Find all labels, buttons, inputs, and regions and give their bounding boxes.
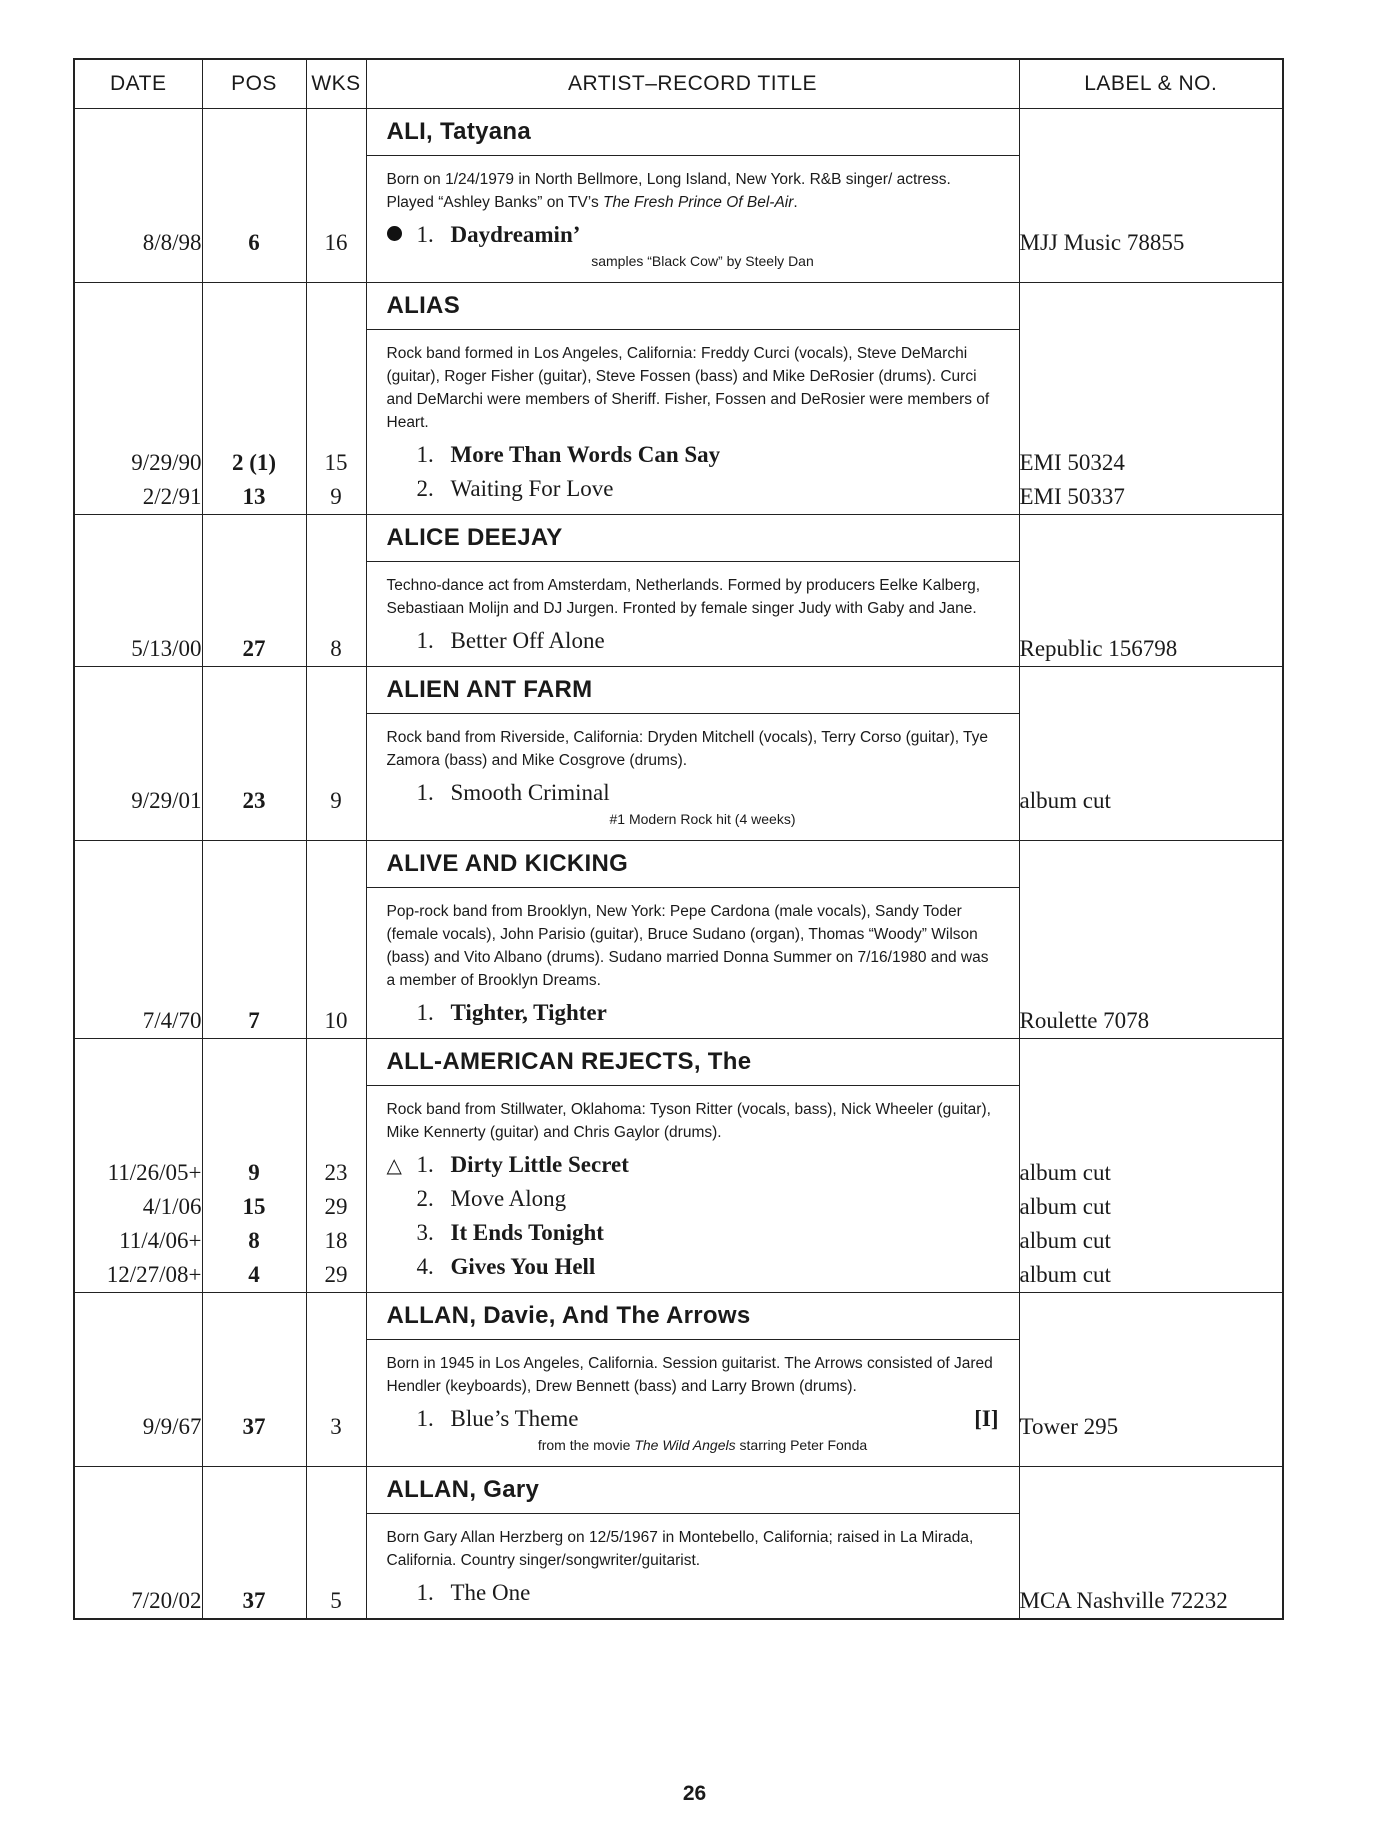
note-text: starring Peter Fonda xyxy=(735,1437,868,1453)
artist-entry xyxy=(74,109,1283,283)
song-line xyxy=(367,1216,1019,1250)
gold-record-dot-icon xyxy=(387,218,417,252)
wks-cell xyxy=(306,1293,366,1467)
pos-cell xyxy=(202,841,306,1039)
song-line xyxy=(367,218,1019,252)
artist-entry xyxy=(74,1467,1283,1620)
pos-cell-value: 15 xyxy=(242,1194,266,1219)
label-cell-value: album cut xyxy=(1019,788,1111,813)
bio-text: The Fresh Prince Of Bel-Air xyxy=(603,194,794,211)
pos-cell-value: 37 xyxy=(242,1414,266,1439)
song-note xyxy=(367,252,1019,274)
page-number: 26 xyxy=(682,1782,707,1805)
date-cell xyxy=(74,1039,202,1293)
song-title: Dirty Little Secret xyxy=(450,1152,629,1177)
label-cell-value: EMI 50324 xyxy=(1019,450,1125,475)
date-cell xyxy=(74,841,202,1039)
label-cell-value: album cut xyxy=(1019,1228,1111,1253)
song-title: It Ends Tonight xyxy=(450,1220,604,1245)
pos-cell-value: 4 xyxy=(248,1262,260,1287)
song-number: 1. xyxy=(416,442,434,467)
chart-table xyxy=(73,58,1284,1620)
song-note xyxy=(367,810,1019,832)
wks-cell xyxy=(306,109,366,283)
date-cell-value: 12/27/08+ xyxy=(106,1262,202,1287)
pos-cell-value: 23 xyxy=(242,788,266,813)
wks-cell-value: 18 xyxy=(324,1228,348,1253)
song-number: 1. xyxy=(416,628,434,653)
wks-cell-value: 8 xyxy=(330,636,342,661)
song-number: 1. xyxy=(416,780,434,805)
song-line xyxy=(367,996,1019,1030)
pos-cell-value: 37 xyxy=(242,1588,266,1613)
digital-triangle-icon: △ xyxy=(386,1155,402,1177)
artist-record-cell xyxy=(366,1293,1019,1467)
song-title: Daydreamin’ xyxy=(450,222,581,247)
pos-cell xyxy=(202,515,306,667)
label-cell-value: Roulette 7078 xyxy=(1019,1008,1150,1033)
date-cell-value: 5/13/00 xyxy=(131,636,202,661)
artist-bio xyxy=(367,330,1019,438)
song-line xyxy=(367,1148,1019,1182)
header-title: ARTIST–RECORD TITLE xyxy=(366,59,1019,109)
artist-name: ALIAS xyxy=(367,283,1019,330)
date-cell xyxy=(74,667,202,841)
artist-entry xyxy=(74,515,1283,667)
wks-cell xyxy=(306,283,366,515)
date-cell xyxy=(74,1293,202,1467)
song-number: 1. xyxy=(416,1000,434,1025)
wks-cell xyxy=(306,1039,366,1293)
artist-record-cell xyxy=(366,109,1019,283)
song-line xyxy=(367,1402,1019,1436)
artist-bio xyxy=(367,888,1019,996)
artist-record-cell xyxy=(366,667,1019,841)
wks-cell-value: 16 xyxy=(324,230,348,255)
song-number: 2. xyxy=(416,476,434,501)
bio-text: Born in 1945 in Los Angeles, California. Session guitarist. The Arrows consisted of Jared Hendler (keyboards), Drew Bennett (bass) and Larry Brown (drums). xyxy=(386,1355,993,1395)
label-cell xyxy=(1019,515,1283,667)
wks-cell-value: 9 xyxy=(330,788,342,813)
date-cell-value: 7/4/70 xyxy=(142,1008,202,1033)
label-cell-value: album cut xyxy=(1019,1262,1111,1287)
song-line xyxy=(367,438,1019,472)
artist-record-cell xyxy=(366,841,1019,1039)
label-cell xyxy=(1019,667,1283,841)
song-number: 1. xyxy=(416,1152,434,1177)
artist-name: ALICE DEEJAY xyxy=(367,515,1019,562)
artist-entry xyxy=(74,667,1283,841)
artist-bio xyxy=(367,1340,1019,1402)
artist-name: ALI, Tatyana xyxy=(367,109,1019,156)
date-cell xyxy=(74,109,202,283)
label-cell xyxy=(1019,1039,1283,1293)
label-cell-value: MCA Nashville 72232 xyxy=(1019,1588,1228,1613)
label-cell xyxy=(1019,283,1283,515)
artist-name: ALL-AMERICAN REJECTS, The xyxy=(367,1039,1019,1086)
wks-cell xyxy=(306,515,366,667)
header-label: LABEL & NO. xyxy=(1019,59,1283,109)
artist-name: ALIEN ANT FARM xyxy=(367,667,1019,714)
date-cell-value: 8/8/98 xyxy=(142,230,202,255)
pos-cell-value: 27 xyxy=(242,636,266,661)
pos-cell-value: 7 xyxy=(248,1008,260,1033)
header-pos: POS xyxy=(202,59,306,109)
song-title: The One xyxy=(450,1580,531,1605)
song-title: Tighter, Tighter xyxy=(450,1000,607,1025)
song-title: Blue’s Theme xyxy=(450,1406,579,1431)
label-cell-value: album cut xyxy=(1019,1160,1111,1185)
artist-bio xyxy=(367,1086,1019,1148)
pos-cell xyxy=(202,1039,306,1293)
date-cell xyxy=(74,515,202,667)
wks-cell-value: 10 xyxy=(324,1008,348,1033)
wks-cell-value: 9 xyxy=(330,484,342,509)
bio-text: Born on 1/24/1979 in North Bellmore, Long Island, New York. R&B singer/ actress. Played “Ashley Banks” on TV’s xyxy=(386,171,951,211)
pos-cell-value: 6 xyxy=(248,230,260,255)
artist-bio xyxy=(367,714,1019,776)
bio-text: Techno-dance act from Amsterdam, Netherlands. Formed by producers Eelke Kalberg, Sebastiaan Molijn and DJ Jurgen. Fronted by female singer Judy with Gaby and Jane. xyxy=(386,577,981,617)
header-row xyxy=(74,59,1283,109)
date-cell-value: 9/29/90 xyxy=(131,450,202,475)
header-date: DATE xyxy=(74,59,202,109)
label-cell-value: EMI 50337 xyxy=(1019,484,1125,509)
song-line xyxy=(367,1576,1019,1610)
note-text: from the movie xyxy=(537,1437,635,1453)
date-cell xyxy=(74,283,202,515)
label-cell-value: Republic 156798 xyxy=(1019,636,1178,661)
artist-record-cell xyxy=(366,1467,1019,1620)
song-number: 3. xyxy=(416,1220,434,1245)
song-title: Waiting For Love xyxy=(450,476,614,501)
label-cell xyxy=(1019,841,1283,1039)
bio-text: . xyxy=(793,194,798,211)
date-cell-value: 11/4/06+ xyxy=(119,1228,202,1253)
artist-name: ALLAN, Gary xyxy=(367,1467,1019,1514)
date-cell-value: 11/26/05+ xyxy=(107,1160,202,1185)
song-title: More Than Words Can Say xyxy=(450,442,721,467)
artist-name: ALLAN, Davie, And The Arrows xyxy=(367,1293,1019,1340)
wks-cell xyxy=(306,667,366,841)
artist-bio xyxy=(367,156,1019,218)
song-line xyxy=(367,624,1019,658)
artist-entry xyxy=(74,1039,1283,1293)
wks-cell-value: 3 xyxy=(330,1414,342,1439)
note-text: #1 Modern Rock hit (4 weeks) xyxy=(609,811,796,827)
artist-name: ALIVE AND KICKING xyxy=(367,841,1019,888)
song-line xyxy=(367,1182,1019,1216)
label-cell xyxy=(1019,1293,1283,1467)
pos-cell xyxy=(202,1293,306,1467)
bio-text: Rock band from Riverside, California: Dryden Mitchell (vocals), Terry Corso (guitar), Tye Zamora (bass) and Mike Cosgrove (drums). xyxy=(386,729,989,769)
song-number: 1. xyxy=(416,1580,434,1605)
artist-bio xyxy=(367,562,1019,624)
wks-cell-value: 23 xyxy=(324,1160,348,1185)
note-text: samples “Black Cow” by Steely Dan xyxy=(591,253,814,269)
song-line xyxy=(367,776,1019,810)
label-cell xyxy=(1019,1467,1283,1620)
artist-bio xyxy=(367,1514,1019,1576)
song-number: 1. xyxy=(416,1406,434,1431)
song-number: 1. xyxy=(416,222,434,247)
pos-cell xyxy=(202,1467,306,1620)
date-cell-value: 4/1/06 xyxy=(142,1194,202,1219)
song-title: Gives You Hell xyxy=(450,1254,596,1279)
bio-text: Rock band from Stillwater, Oklahoma: Tyson Ritter (vocals, bass), Nick Wheeler (guitar), Mike Kennerty (guitar) and Chris Gaylor (drums). xyxy=(386,1101,991,1141)
label-cell xyxy=(1019,109,1283,283)
song-title: Move Along xyxy=(450,1186,567,1211)
song-title: Better Off Alone xyxy=(450,628,605,653)
wks-cell-value: 29 xyxy=(324,1194,348,1219)
pos-cell-value: 8 xyxy=(248,1228,260,1253)
note-text: The Wild Angels xyxy=(634,1437,736,1453)
date-cell-value: 9/9/67 xyxy=(142,1414,202,1439)
label-cell-value: Tower 295 xyxy=(1019,1414,1119,1439)
wks-cell-value: 15 xyxy=(324,450,348,475)
artist-entry xyxy=(74,283,1283,515)
wks-cell xyxy=(306,1467,366,1620)
pos-cell xyxy=(202,283,306,515)
wks-cell-value: 29 xyxy=(324,1262,348,1287)
artist-entry xyxy=(74,841,1283,1039)
bio-text: Born Gary Allan Herzberg on 12/5/1967 in Montebello, California; raised in La Mirada, California. Country singer/songwriter/guitarist. xyxy=(386,1529,974,1569)
song-line xyxy=(367,472,1019,506)
date-cell-value: 2/2/91 xyxy=(142,484,202,509)
header-wks: WKS xyxy=(306,59,366,109)
bio-text: Pop-rock band from Brooklyn, New York: Pepe Cardona (male vocals), Sandy Toder (female vocals), John Parisio (guitar), Bruce Sudano (organ), Thomas “Woody” Wilson (bass) and Vito Albano (drums). Sudano married Donna Summer on 7/16/1980 and was a member of Brooklyn Dreams. xyxy=(386,903,989,989)
artist-record-cell xyxy=(366,283,1019,515)
pos-cell xyxy=(202,667,306,841)
pos-cell xyxy=(202,109,306,283)
wks-cell-value: 5 xyxy=(330,1588,342,1613)
wks-cell xyxy=(306,841,366,1039)
label-cell-value: album cut xyxy=(1019,1194,1111,1219)
date-cell-value: 7/20/02 xyxy=(131,1588,202,1613)
date-cell xyxy=(74,1467,202,1620)
song-number: 2. xyxy=(416,1186,434,1211)
song-line xyxy=(367,1250,1019,1284)
artist-record-cell xyxy=(366,1039,1019,1293)
date-cell-value: 9/29/01 xyxy=(131,788,202,813)
song-note xyxy=(367,1436,1019,1458)
song-number: 4. xyxy=(416,1254,434,1279)
label-cell-value: MJJ Music 78855 xyxy=(1019,230,1185,255)
instrumental-flag: [I] xyxy=(974,1406,999,1431)
song-title: Smooth Criminal xyxy=(450,780,610,805)
pos-cell-value: 9 xyxy=(248,1160,260,1185)
pos-cell-value: 2 (1) xyxy=(231,450,277,475)
bio-text: Rock band formed in Los Angeles, California: Freddy Curci (vocals), Steve DeMarchi (guitar), Roger Fisher (guitar), Steve Fossen (bass) and Mike DeRosier (drums). Curci and DeMarchi were members of Sheriff. Fisher, Fossen and DeRosier were members of Heart. xyxy=(386,345,990,431)
artist-entry xyxy=(74,1293,1283,1467)
artist-record-cell xyxy=(366,515,1019,667)
pos-cell-value: 13 xyxy=(242,484,266,509)
